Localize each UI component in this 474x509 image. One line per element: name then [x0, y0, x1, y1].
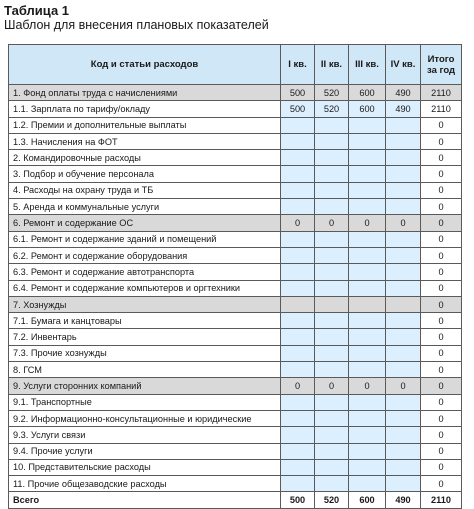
cell-q3[interactable]: [349, 476, 386, 492]
cell-q1[interactable]: [281, 427, 315, 443]
cell-q4[interactable]: [386, 345, 421, 361]
cell-q3[interactable]: [349, 133, 386, 149]
cell-total: 0: [421, 345, 462, 361]
table-row: [9, 182, 462, 198]
cell-q1[interactable]: 0: [281, 378, 315, 394]
cell-q3[interactable]: [349, 394, 386, 410]
cell-q3[interactable]: 0: [349, 215, 386, 231]
cell-q3[interactable]: [349, 166, 386, 182]
cell-q4[interactable]: 490: [386, 101, 421, 117]
cell-q3[interactable]: [349, 280, 386, 296]
cell-total: 0: [421, 231, 462, 247]
cell-q3[interactable]: [349, 182, 386, 198]
cell-total: 0: [421, 280, 462, 296]
cell-q2[interactable]: [315, 296, 349, 312]
row-label: 6.2. Ремонт и содержание оборудования: [9, 247, 281, 263]
cell-q4[interactable]: [386, 117, 421, 133]
row-label: 4. Расходы на охрану труда и ТБ: [9, 182, 281, 198]
cell-total: 0: [421, 182, 462, 198]
cell-total: 0: [421, 296, 462, 312]
cell-q4[interactable]: [386, 476, 421, 492]
cell-total: 0: [421, 443, 462, 459]
cell-total: 0: [421, 410, 462, 426]
cell-total: 2110: [421, 85, 462, 101]
cell-q4[interactable]: [386, 264, 421, 280]
row-label: 1.3. Начисления на ФОТ: [9, 133, 281, 149]
cell-q1[interactable]: [281, 362, 315, 378]
table-row: [9, 199, 462, 215]
cell-q2[interactable]: [315, 427, 349, 443]
cell-q1[interactable]: 0: [281, 215, 315, 231]
cell-total: 0: [421, 247, 462, 263]
table-row: [9, 215, 462, 231]
table-row: [9, 443, 462, 459]
cell-q1[interactable]: [281, 150, 315, 166]
table-row: [9, 296, 462, 312]
header-q1: I кв.: [281, 45, 315, 85]
table-row: [9, 117, 462, 133]
table-row: [9, 231, 462, 247]
row-label: 11. Прочие общезаводские расходы: [9, 476, 281, 492]
table-row: [9, 133, 462, 149]
cell-q2[interactable]: [315, 264, 349, 280]
cell-q4[interactable]: [386, 133, 421, 149]
cell-q3[interactable]: [349, 313, 386, 329]
cell-q2[interactable]: [315, 231, 349, 247]
total-q2: 520: [315, 492, 349, 508]
cell-q4[interactable]: [386, 199, 421, 215]
total-q1: 500: [281, 492, 315, 508]
cell-q1[interactable]: [281, 117, 315, 133]
cell-q1[interactable]: [281, 345, 315, 361]
cell-q1[interactable]: [281, 247, 315, 263]
row-label: 6.3. Ремонт и содержание автотранспорта: [9, 264, 281, 280]
table-row: [9, 329, 462, 345]
cell-q4[interactable]: [386, 166, 421, 182]
cell-total: 0: [421, 264, 462, 280]
table-row: [9, 345, 462, 361]
cell-total: 0: [421, 150, 462, 166]
cell-q3[interactable]: [349, 231, 386, 247]
cell-q1[interactable]: [281, 182, 315, 198]
cell-q4[interactable]: [386, 394, 421, 410]
table-subtitle: Шаблон для внесения плановых показателей: [4, 18, 269, 32]
table-row: [9, 166, 462, 182]
cell-q4[interactable]: 0: [386, 378, 421, 394]
total-q3: 600: [349, 492, 386, 508]
row-label: 2. Командировочные расходы: [9, 150, 281, 166]
cell-total: 0: [421, 215, 462, 231]
table-row: [9, 264, 462, 280]
cell-q4[interactable]: [386, 459, 421, 475]
table-row: [9, 101, 462, 117]
cell-q2[interactable]: [315, 182, 349, 198]
budget-table: [8, 44, 462, 509]
cell-q3[interactable]: 0: [349, 378, 386, 394]
cell-q1[interactable]: 500: [281, 101, 315, 117]
cell-q1[interactable]: [281, 296, 315, 312]
cell-q2[interactable]: [315, 410, 349, 426]
row-label: 1.2. Премии и дополнительные выплаты: [9, 117, 281, 133]
row-label: 10. Представительские расходы: [9, 459, 281, 475]
cell-q1[interactable]: [281, 313, 315, 329]
cell-total: 0: [421, 117, 462, 133]
cell-q4[interactable]: [386, 427, 421, 443]
total-row-label: Всего: [9, 492, 281, 508]
cell-q3[interactable]: [349, 117, 386, 133]
total-year: 2110: [421, 492, 462, 508]
cell-q4[interactable]: [386, 150, 421, 166]
row-label: 1.1. Зарплата по тарифу/окладу: [9, 101, 281, 117]
cell-q4[interactable]: [386, 231, 421, 247]
cell-total: 0: [421, 476, 462, 492]
cell-q1[interactable]: [281, 476, 315, 492]
row-label: 9.2. Информационно-консультационные и юридические: [9, 410, 281, 426]
cell-total: 2110: [421, 101, 462, 117]
cell-total: 0: [421, 313, 462, 329]
cell-q3[interactable]: 600: [349, 85, 386, 101]
header-q3: III кв.: [349, 45, 386, 85]
cell-q2[interactable]: [315, 117, 349, 133]
table-row: [9, 85, 462, 101]
cell-q1[interactable]: [281, 231, 315, 247]
row-label: 1. Фонд оплаты труда с начислениями: [9, 85, 281, 101]
table-row: [9, 427, 462, 443]
cell-total: 0: [421, 378, 462, 394]
cell-q2[interactable]: [315, 280, 349, 296]
cell-q4[interactable]: [386, 329, 421, 345]
cell-total: 0: [421, 459, 462, 475]
cell-q3[interactable]: [349, 345, 386, 361]
cell-q2[interactable]: [315, 166, 349, 182]
table-row: [9, 247, 462, 263]
cell-q2[interactable]: [315, 362, 349, 378]
cell-total: 0: [421, 394, 462, 410]
cell-q3[interactable]: [349, 459, 386, 475]
cell-q4[interactable]: [386, 280, 421, 296]
cell-q2[interactable]: [315, 443, 349, 459]
cell-q4[interactable]: 490: [386, 85, 421, 101]
table-row: [9, 459, 462, 475]
cell-q3[interactable]: [349, 296, 386, 312]
header-name: Код и статьи расходов: [9, 45, 281, 85]
cell-q1[interactable]: [281, 443, 315, 459]
cell-q1[interactable]: [281, 264, 315, 280]
cell-q2[interactable]: 0: [315, 378, 349, 394]
cell-q1[interactable]: [281, 280, 315, 296]
total-q4: 490: [386, 492, 421, 508]
cell-q1[interactable]: [281, 410, 315, 426]
row-label: 7. Хознужды: [9, 296, 281, 312]
cell-q3[interactable]: [349, 410, 386, 426]
cell-total: 0: [421, 133, 462, 149]
cell-total: 0: [421, 329, 462, 345]
cell-q1[interactable]: 500: [281, 85, 315, 101]
cell-q2[interactable]: 520: [315, 85, 349, 101]
table-row: [9, 476, 462, 492]
cell-q4[interactable]: [386, 296, 421, 312]
cell-q2[interactable]: [315, 345, 349, 361]
cell-q3[interactable]: [349, 247, 386, 263]
header-total: Итого за год: [421, 45, 462, 85]
header-q4: IV кв.: [386, 45, 421, 85]
table-row: [9, 362, 462, 378]
row-label: 3. Подбор и обучение персонала: [9, 166, 281, 182]
cell-total: 0: [421, 199, 462, 215]
row-label: 9.4. Прочие услуги: [9, 443, 281, 459]
cell-q4[interactable]: [386, 362, 421, 378]
header-q2: II кв.: [315, 45, 349, 85]
cell-total: 0: [421, 427, 462, 443]
cell-q3[interactable]: 600: [349, 101, 386, 117]
cell-q2[interactable]: [315, 150, 349, 166]
row-label: 7.2. Инвентарь: [9, 329, 281, 345]
row-label: 9.1. Транспортные: [9, 394, 281, 410]
table-title: Таблица 1: [4, 3, 70, 18]
cell-q1[interactable]: [281, 329, 315, 345]
cell-q3[interactable]: [349, 150, 386, 166]
cell-q3[interactable]: [349, 427, 386, 443]
table-total-row: [9, 492, 462, 508]
cell-q1[interactable]: [281, 459, 315, 475]
cell-q2[interactable]: 0: [315, 215, 349, 231]
cell-q3[interactable]: [349, 199, 386, 215]
cell-q2[interactable]: [315, 459, 349, 475]
table-row: [9, 150, 462, 166]
row-label: 9.3. Услуги связи: [9, 427, 281, 443]
row-label: 7.1. Бумага и канцтовары: [9, 313, 281, 329]
row-label: 5. Аренда и коммунальные услуги: [9, 199, 281, 215]
cell-q4[interactable]: [386, 247, 421, 263]
cell-q2[interactable]: [315, 329, 349, 345]
cell-q2[interactable]: 520: [315, 101, 349, 117]
row-label: 9. Услуги сторонних компаний: [9, 378, 281, 394]
table-row: [9, 410, 462, 426]
cell-q1[interactable]: [281, 166, 315, 182]
cell-q4[interactable]: [386, 410, 421, 426]
cell-q3[interactable]: [349, 443, 386, 459]
cell-q2[interactable]: [315, 133, 349, 149]
cell-q1[interactable]: [281, 133, 315, 149]
cell-q2[interactable]: [315, 313, 349, 329]
cell-q4[interactable]: 0: [386, 215, 421, 231]
cell-q2[interactable]: [315, 199, 349, 215]
table-row: [9, 378, 462, 394]
cell-total: 0: [421, 362, 462, 378]
table-header-row: [9, 45, 462, 85]
cell-q1[interactable]: [281, 199, 315, 215]
cell-total: 0: [421, 166, 462, 182]
cell-q2[interactable]: [315, 476, 349, 492]
cell-q2[interactable]: [315, 247, 349, 263]
cell-q3[interactable]: [349, 362, 386, 378]
cell-q1[interactable]: [281, 394, 315, 410]
cell-q3[interactable]: [349, 329, 386, 345]
table-row: [9, 394, 462, 410]
row-label: 6.4. Ремонт и содержание компьютеров и оргтехники: [9, 280, 281, 296]
cell-q2[interactable]: [315, 394, 349, 410]
row-label: 8. ГСМ: [9, 362, 281, 378]
cell-q4[interactable]: [386, 443, 421, 459]
cell-q3[interactable]: [349, 264, 386, 280]
row-label: 6.1. Ремонт и содержание зданий и помещений: [9, 231, 281, 247]
cell-q4[interactable]: [386, 313, 421, 329]
table-row: [9, 280, 462, 296]
cell-q4[interactable]: [386, 182, 421, 198]
row-label: 7.3. Прочие хознужды: [9, 345, 281, 361]
row-label: 6. Ремонт и содержание ОС: [9, 215, 281, 231]
table-row: [9, 313, 462, 329]
